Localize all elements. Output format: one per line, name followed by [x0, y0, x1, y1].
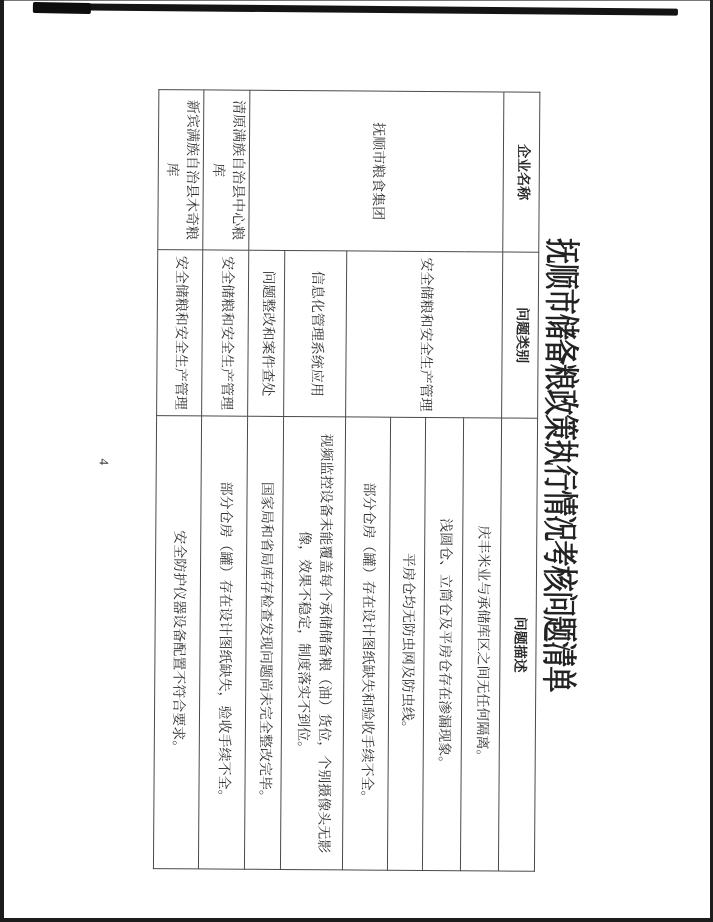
- problems-table: [153, 89, 541, 872]
- header-category: 问题类别: [502, 252, 539, 418]
- description-cell: 安全防护仪器设备配置不符合要求。: [153, 416, 202, 869]
- description-cell: 浅圆仓、立筒仓及平房仓存在渗漏现象。: [422, 417, 463, 870]
- description-cell: 视频监控设备未能覆盖每个承储储备粮（油）货位，个别摄像头无影像，效果不稳定，制度落实不到位。: [280, 416, 345, 869]
- company-cell: 新宾满族自治县木奇粮库: [158, 90, 205, 250]
- company-cell: 清原满族自治县中心粮库: [203, 90, 250, 250]
- table-row: [199, 90, 250, 869]
- document-title: [537, 4, 589, 922]
- description-cell: 国家局和省局库存检查发现问题尚未完全整改完毕。: [244, 416, 283, 869]
- table-header-row: [498, 92, 539, 871]
- page-number: 4: [96, 458, 112, 466]
- category-cell: 信息化管理系统应用: [284, 250, 347, 416]
- category-cell: 安全储粮和安全生产管理: [202, 250, 249, 416]
- table-row: [460, 92, 503, 871]
- header-description: 问题描述: [498, 418, 537, 871]
- header-company: 企业名称: [503, 92, 540, 252]
- category-cell: 问题整改和案件查处: [248, 250, 285, 416]
- table-row: [153, 90, 204, 869]
- description-cell: 部分仓房（罐）存在设计图纸缺失和验收手续不全。: [342, 417, 390, 870]
- description-cell: 平房仓均无防虫网及防虫线。: [387, 417, 425, 870]
- document-title-text: 抚顺市储备粮政策执行情况考核问题清单: [538, 237, 582, 692]
- category-cell: 安全储粮和安全生产管理: [346, 251, 503, 418]
- company-cell: 抚顺市粮食集团: [249, 90, 504, 252]
- category-cell: 安全储粮和安全生产管理: [156, 250, 203, 416]
- description-cell: 部分仓房（罐）存在设计图纸缺失，验收手续不全。: [199, 416, 248, 869]
- description-cell: 庆丰米业与承储库区之间无任何隔离。: [460, 418, 501, 871]
